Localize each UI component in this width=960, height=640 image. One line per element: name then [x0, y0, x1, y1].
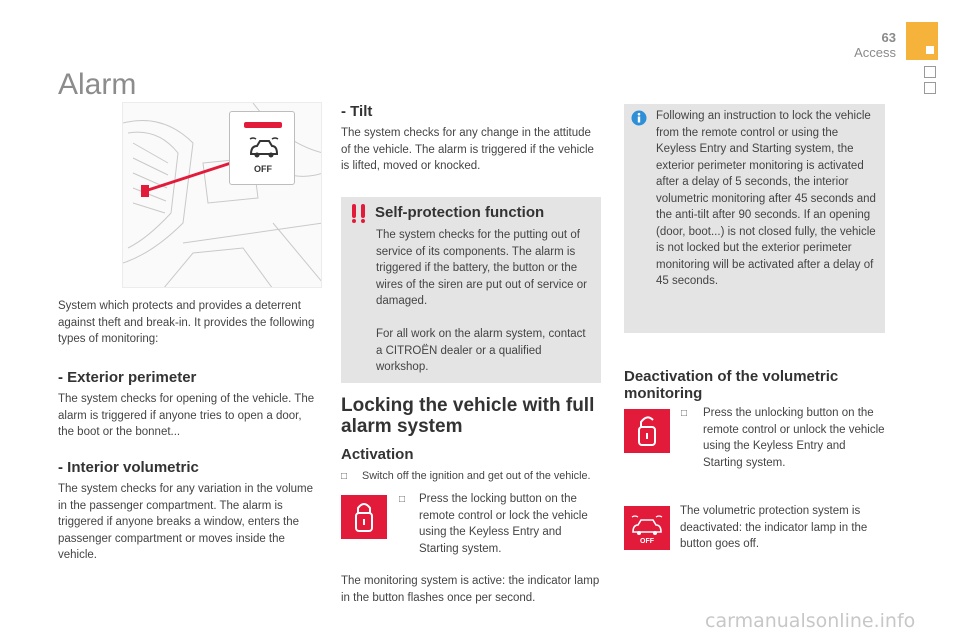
deactivation-heading: Deactivation of the volumetric monitoring: [624, 368, 839, 402]
interior-heading: - Interior volumetric: [58, 459, 199, 476]
bullet-icon: □: [341, 471, 348, 482]
page-number: 63: [881, 30, 896, 45]
alarm-off-button-icon: [624, 506, 670, 550]
activation-step-2: Press the locking button on the remote control or lock the vehicle using the Keyless Entry and Starting system.: [419, 493, 588, 555]
warning-icon: [349, 203, 369, 223]
tab-box[interactable]: [924, 66, 936, 78]
tab-box[interactable]: [924, 82, 936, 94]
interior-text: The system checks for any variation in the volume in the passenger compartment. The alarm is triggered if anyone breaks a window, enters the passenger compartment or moves inside the vehicle.: [58, 483, 314, 561]
intro-text: System which protects and provides a deterrent against theft and break-in. It provides the following types of monitoring:: [58, 300, 315, 345]
self-protection-text: The system checks for the putting out of service of its components. The alarm is triggered if the battery, the button or the wires of the siren are put out of service or damaged.: [376, 229, 587, 307]
off-label: OFF: [640, 538, 654, 545]
info-text: Following an instruction to lock the vehicle from the remote control or using the Keyless Entry and Starting system, the exterior perimeter monitoring is activated after a delay of 5 seconds, the interior volumetric monitoring after 45 seconds and the anti-tilt after 90 seconds. If an opening (door, boot...) is not closed fully, the vehicle is not locked but the exterior perimeter monitoring will be activated after a delay of 45 seconds.: [656, 110, 876, 287]
exterior-text: The system checks for opening of the vehicle. The alarm is triggered if anyone tries to open a door, the boot or the bonnet...: [58, 393, 315, 438]
locking-heading: Locking the vehicle with full alarm system: [341, 395, 595, 437]
lock-button-icon: [341, 495, 387, 539]
off-label: OFF: [254, 164, 272, 174]
exterior-heading: - Exterior perimeter: [58, 369, 197, 386]
alarm-button-closeup: [229, 111, 295, 185]
info-box: [624, 104, 885, 333]
bullet-icon: □: [399, 494, 406, 505]
activation-result: The monitoring system is active: the indicator lamp in the button flashes once per second.: [341, 575, 600, 604]
self-protection-note: For all work on the alarm system, contact a CITROËN dealer or a qualified workshop.: [376, 328, 586, 373]
dashboard-illustration: [122, 102, 322, 288]
section-name: Access: [854, 45, 896, 60]
page-title: Alarm: [58, 68, 137, 101]
self-protection-box: [341, 197, 601, 383]
car-alarm-icon: [248, 136, 280, 160]
section-tab[interactable]: [906, 22, 938, 60]
watermark: carmanualsonline.info: [705, 610, 916, 632]
bullet-icon: □: [681, 408, 688, 419]
tilt-text: The system checks for any change in the attitude of the vehicle. The alarm is triggered if the vehicle is lifted, moved or knocked.: [341, 127, 594, 172]
deactivation-step-1: Press the unlocking button on the remote control or unlock the vehicle using the Keyless Entry and Starting system.: [703, 407, 885, 469]
deactivation-result: The volumetric protection system is deactivated: the indicator lamp in the button goes off.: [680, 505, 868, 550]
activation-heading: Activation: [341, 446, 414, 463]
tilt-heading: - Tilt: [341, 103, 373, 120]
self-protection-heading: Self-protection function: [375, 204, 545, 221]
unlock-button-icon: [624, 409, 670, 453]
activation-step-1: Switch off the ignition and get out of the vehicle.: [362, 470, 591, 482]
info-icon: [631, 110, 647, 126]
